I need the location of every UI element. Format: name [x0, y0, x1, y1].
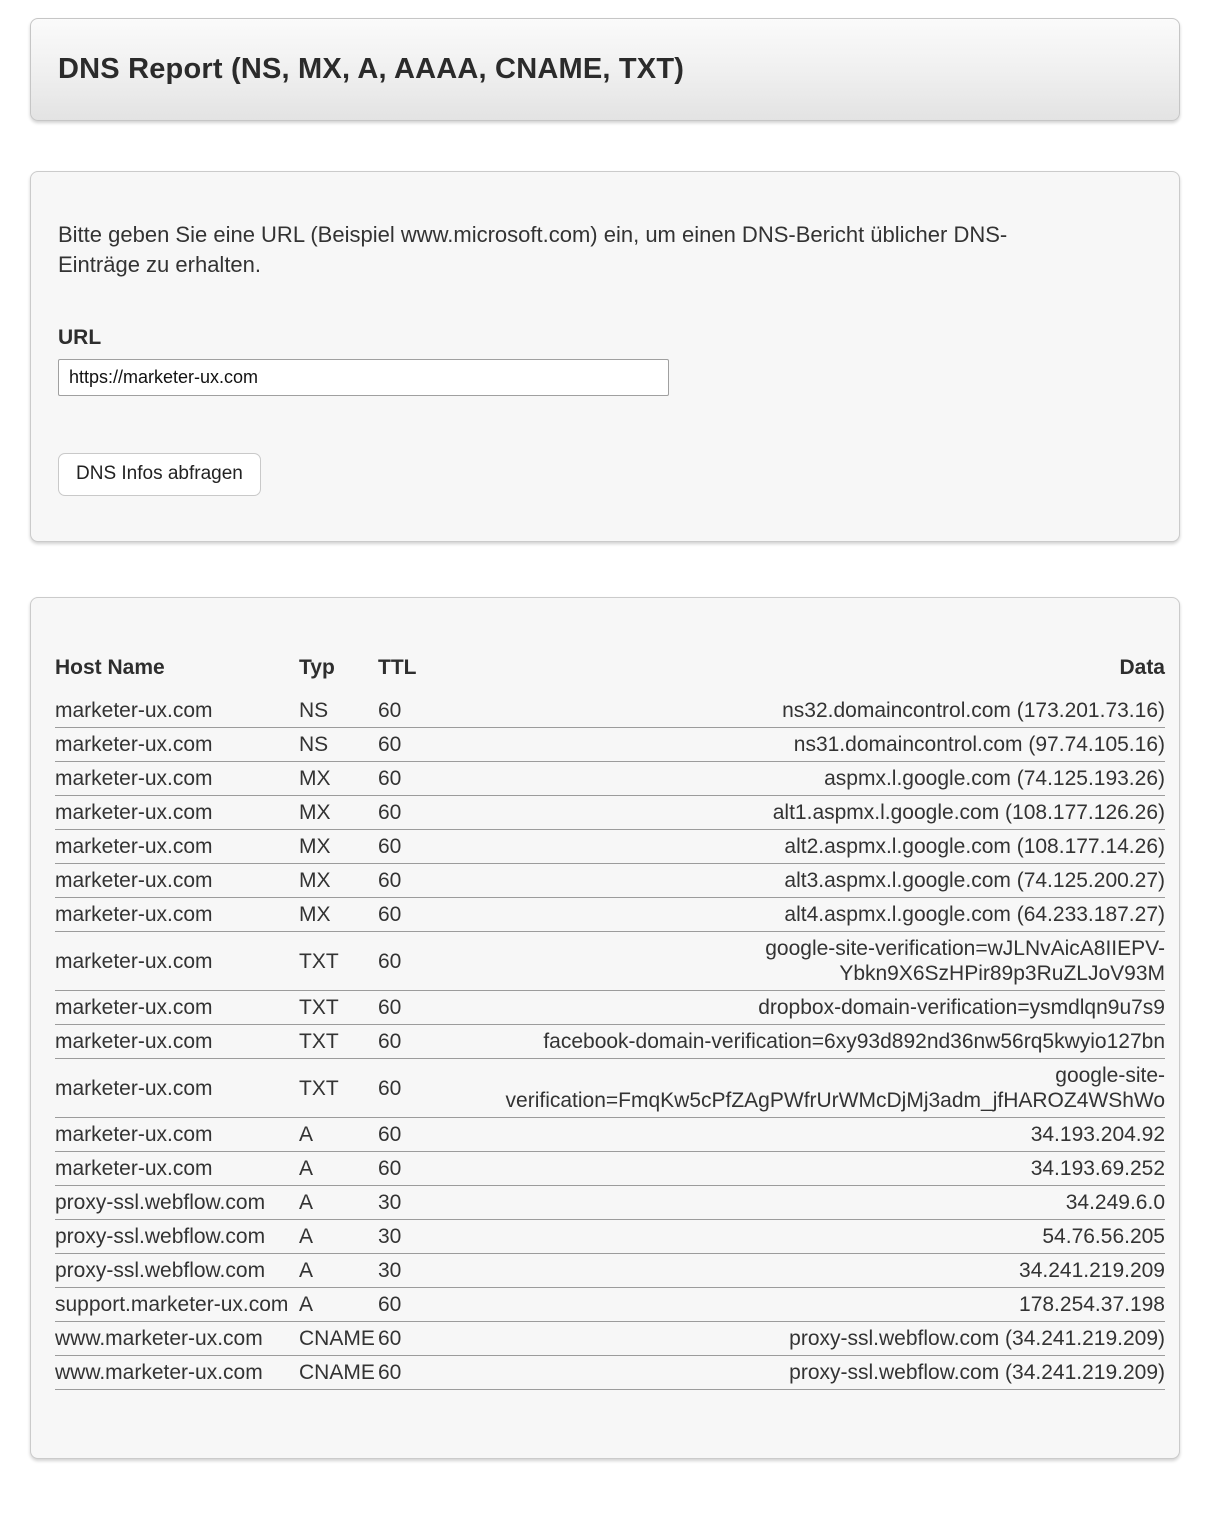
record-data-cell: google-site-verification=wJLNvAicA8IIEPV-Ybkn9X6SzHPir89p3RuZLJoV93M: [485, 932, 1165, 991]
host-name-cell: www.marketer-ux.com: [55, 1322, 299, 1356]
host-name-cell: proxy-ssl.webflow.com: [55, 1254, 299, 1288]
record-type-cell: CNAME: [299, 1356, 378, 1390]
ttl-cell: 60: [378, 694, 485, 728]
table-row: [55, 1220, 1165, 1254]
host-name-cell: marketer-ux.com: [55, 898, 299, 932]
table-row: [55, 1356, 1165, 1390]
ttl-cell: 60: [378, 1356, 485, 1390]
ttl-cell: 60: [378, 830, 485, 864]
host-name-cell: marketer-ux.com: [55, 830, 299, 864]
record-data-cell: 54.76.56.205: [485, 1220, 1165, 1254]
record-type-cell: MX: [299, 796, 378, 830]
ttl-cell: 60: [378, 864, 485, 898]
record-type-cell: MX: [299, 830, 378, 864]
record-data-cell: alt1.aspmx.l.google.com (108.177.126.26): [485, 796, 1165, 830]
table-row: [55, 991, 1165, 1025]
host-name-cell: support.marketer-ux.com: [55, 1288, 299, 1322]
host-name-cell: proxy-ssl.webflow.com: [55, 1186, 299, 1220]
record-type-cell: TXT: [299, 932, 378, 991]
record-type-cell: MX: [299, 762, 378, 796]
record-data-cell: 34.249.6.0: [485, 1186, 1165, 1220]
ttl-cell: 60: [378, 762, 485, 796]
record-type-cell: NS: [299, 728, 378, 762]
record-data-cell: google-site-verification=FmqKw5cPfZAgPWfrUrWMcDjMj3adm_jfHAROZ4WShWo: [485, 1059, 1165, 1118]
record-data-cell: alt4.aspmx.l.google.com (64.233.187.27): [485, 898, 1165, 932]
record-data-cell: dropbox-domain-verification=ysmdlqn9u7s9: [485, 991, 1165, 1025]
record-data-cell: proxy-ssl.webflow.com (34.241.219.209): [485, 1322, 1165, 1356]
record-type-cell: A: [299, 1220, 378, 1254]
table-row: [55, 932, 1165, 991]
record-data-cell: facebook-domain-verification=6xy93d892nd36nw56rq5kwyio127bn: [485, 1025, 1165, 1059]
table-row: [55, 1186, 1165, 1220]
table-row: [55, 898, 1165, 932]
ttl-cell: 60: [378, 728, 485, 762]
table-row: [55, 762, 1165, 796]
url-label: URL: [58, 326, 102, 349]
table-row: [55, 1059, 1165, 1118]
record-type-cell: TXT: [299, 991, 378, 1025]
column-header-host-name: Host Name: [55, 656, 165, 679]
host-name-cell: marketer-ux.com: [55, 796, 299, 830]
table-row: [55, 830, 1165, 864]
table-header-row: [55, 656, 1165, 694]
table-row: [55, 864, 1165, 898]
ttl-cell: 60: [378, 991, 485, 1025]
record-type-cell: MX: [299, 898, 378, 932]
record-type-cell: MX: [299, 864, 378, 898]
table-row: [55, 1152, 1165, 1186]
ttl-cell: 30: [378, 1220, 485, 1254]
ttl-cell: 30: [378, 1254, 485, 1288]
record-data-cell: 178.254.37.198: [485, 1288, 1165, 1322]
ttl-cell: 60: [378, 1118, 485, 1152]
record-data-cell: 34.193.204.92: [485, 1118, 1165, 1152]
dns-query-form-card: [30, 171, 1180, 542]
record-data-cell: aspmx.l.google.com (74.125.193.26): [485, 762, 1165, 796]
record-data-cell: 34.193.69.252: [485, 1152, 1165, 1186]
host-name-cell: marketer-ux.com: [55, 1025, 299, 1059]
record-data-cell: 34.241.219.209: [485, 1254, 1165, 1288]
record-data-cell: alt2.aspmx.l.google.com (108.177.14.26): [485, 830, 1165, 864]
table-row: [55, 1254, 1165, 1288]
host-name-cell: marketer-ux.com: [55, 864, 299, 898]
host-name-cell: marketer-ux.com: [55, 991, 299, 1025]
page-title: DNS Report (NS, MX, A, AAAA, CNAME, TXT): [58, 53, 685, 85]
host-name-cell: www.marketer-ux.com: [55, 1356, 299, 1390]
host-name-cell: proxy-ssl.webflow.com: [55, 1220, 299, 1254]
dns-table: [55, 656, 1165, 1390]
record-type-cell: A: [299, 1118, 378, 1152]
record-type-cell: NS: [299, 694, 378, 728]
table-row: [55, 1288, 1165, 1322]
host-name-cell: marketer-ux.com: [55, 762, 299, 796]
page-title-card: [30, 18, 1180, 121]
ttl-cell: 60: [378, 796, 485, 830]
record-data-cell: alt3.aspmx.l.google.com (74.125.200.27): [485, 864, 1165, 898]
table-row: [55, 1322, 1165, 1356]
ttl-cell: 60: [378, 1288, 485, 1322]
dns-query-button[interactable]: DNS Infos abfragen: [58, 453, 261, 496]
ttl-cell: 60: [378, 932, 485, 991]
ttl-cell: 60: [378, 1025, 485, 1059]
ttl-cell: 30: [378, 1186, 485, 1220]
column-header-ttl: TTL: [378, 656, 417, 679]
table-row: [55, 694, 1165, 728]
host-name-cell: marketer-ux.com: [55, 1152, 299, 1186]
record-type-cell: CNAME: [299, 1322, 378, 1356]
host-name-cell: marketer-ux.com: [55, 694, 299, 728]
record-type-cell: A: [299, 1254, 378, 1288]
column-header-typ: Typ: [299, 656, 335, 679]
table-row: [55, 728, 1165, 762]
host-name-cell: marketer-ux.com: [55, 728, 299, 762]
column-header-data: Data: [1119, 656, 1165, 679]
host-name-cell: marketer-ux.com: [55, 1118, 299, 1152]
record-data-cell: proxy-ssl.webflow.com (34.241.219.209): [485, 1356, 1165, 1390]
record-type-cell: TXT: [299, 1025, 378, 1059]
dns-table-body: [55, 694, 1165, 1390]
ttl-cell: 60: [378, 1152, 485, 1186]
record-type-cell: A: [299, 1152, 378, 1186]
table-row: [55, 1025, 1165, 1059]
table-row: [55, 1118, 1165, 1152]
ttl-cell: 60: [378, 1059, 485, 1118]
record-type-cell: TXT: [299, 1059, 378, 1118]
ttl-cell: 60: [378, 1322, 485, 1356]
instructions-text: Bitte geben Sie eine URL (Beispiel www.microsoft.com) ein, um einen DNS-Bericht üblicher DNS-Einträge zu erhalten.: [58, 222, 1008, 277]
record-type-cell: A: [299, 1288, 378, 1322]
url-input[interactable]: [58, 359, 669, 396]
record-data-cell: ns32.domaincontrol.com (173.201.73.16): [485, 694, 1165, 728]
host-name-cell: marketer-ux.com: [55, 932, 299, 991]
record-data-cell: ns31.domaincontrol.com (97.74.105.16): [485, 728, 1165, 762]
host-name-cell: marketer-ux.com: [55, 1059, 299, 1118]
ttl-cell: 60: [378, 898, 485, 932]
record-type-cell: A: [299, 1186, 378, 1220]
table-row: [55, 796, 1165, 830]
dns-result-card: [30, 597, 1180, 1459]
